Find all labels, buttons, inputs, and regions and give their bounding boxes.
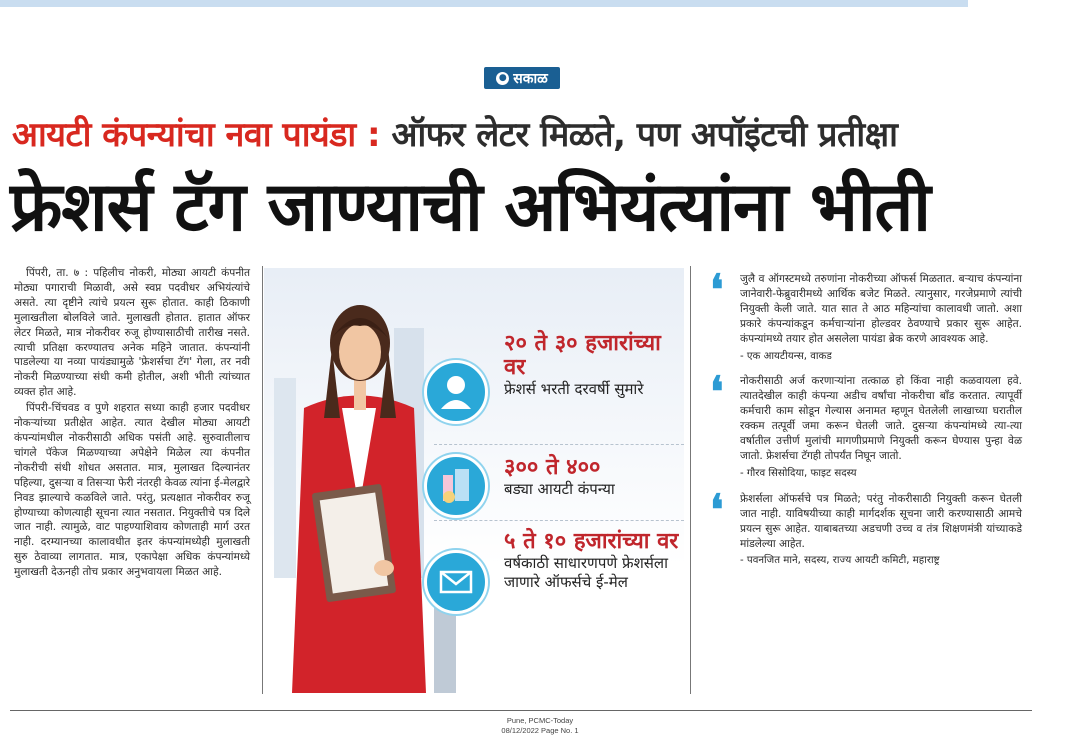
logo-text: सकाळ bbox=[513, 70, 548, 87]
footer-date-page: 08/12/2022 Page No. 1 bbox=[501, 726, 579, 735]
stat-value: ३०० ते ४०० bbox=[504, 455, 601, 480]
quote-attribution: - गौरव सिसोदिया, फाइट सदस्य bbox=[740, 467, 857, 479]
top-strip bbox=[0, 0, 968, 7]
quote-text: जुलै व ऑगस्टमध्ये तरुणांना नोकरीच्या ऑफर्स मिळतात. बऱ्याच कंपन्यांना जानेवारी-फेब्रुवारीमध्ये आर्थिक बजेट मिळते. त्यानुसार, गरजेप्रमाणे त्यांची नियुक्ती केली जाते. यात सात ते आठ महिन्यांचा कालावधी जातो. अशा प्रकारे कंपन्यांकडून कर्मचाऱ्यांना होल्डवर ठेवण्याचे प्रकार सुरू आहेत. कंपन्यांमध्ये तयार होत असलेला पायंडा ब्रेक करणे आवश्यक आहे. bbox=[740, 273, 1022, 345]
masthead-logo bbox=[484, 67, 560, 89]
stat-companies bbox=[504, 456, 684, 499]
quote-mark-icon: ❛ bbox=[710, 484, 724, 534]
kicker-text: ऑफर लेटर मिळते, पण अपॉइंटची प्रतीक्षा bbox=[391, 115, 898, 155]
body-paragraph: पिंपरी, ता. ७ : पहिलीच नोकरी, मोठ्या आयटी कंपनीत मोठ्या पगाराची मिळावी, असे स्वप्न पदवीधर अभियंत्यांचे असते. त्या दृष्टीने त्यांचे प्रयत्न सुरू होतात. काही ठिकाणी मुलाखतीला बोलविले जाते. मुलाखती होतात. हातात ऑफर लेटर मिळते, मात्र नोकरीवर रुजू होण्यासाठीची तारीख नसते. त्याची प्रतिक्षा करण्यातच अनेक महिने जातात. कंपन्यांनी पाडलेल्या या नव्या पायंड्यामुळे 'फ्रेशर्सचा टॅग' गेला, तर नवी नोकरी मिळण्याच्या संधी कमी होतील, अशी भीती त्यांच्यात व्यक्त होत आहे. bbox=[14, 267, 250, 399]
quote-text: नोकरीसाठी अर्ज करणाऱ्यांना तत्काळ हो किंवा नाही कळवायला हवे. त्यातदेखील काही कंपन्या अडीच वर्षांचा नोकरीचा बाँड करतात. त्यापूर्वी कर्मचारी काम सोडून गेल्यास अनामत म्हणून घेतलेली लाखाच्या घरातील रक्कम तत्पूर्वी जमा करून घेतली जाते. दुसऱ्या कंपन्यांमध्ये त्या-त्या वर्षातील उत्तीर्ण मुलांची मागणीप्रमाणे नियुक्ती करून घेण्यास पुन्हा वेळ जातो. फ्रेशर्सचा टॅगही तोपर्यंत निघून जातो. bbox=[740, 375, 1022, 462]
stat-label: बड्या आयटी कंपन्या bbox=[504, 480, 615, 498]
logo-mark-icon: ● bbox=[496, 72, 509, 85]
quote-block bbox=[710, 265, 1022, 364]
stat-value: २० ते ३० हजारांच्या वर bbox=[504, 331, 661, 380]
footer-edition: Pune, PCMC-Today bbox=[506, 716, 574, 725]
footer-rule bbox=[10, 710, 1032, 711]
stat-label: वर्षकाठी साधारणपणे फ्रेशर्सला जाणारे ऑफर्सचे ई-मेल bbox=[504, 554, 668, 591]
stat-value: ५ ते १० हजारांच्या वर bbox=[504, 529, 679, 554]
building-icon bbox=[424, 454, 488, 518]
infographic bbox=[264, 268, 684, 693]
mail-icon bbox=[424, 550, 488, 614]
stat-emails bbox=[504, 530, 684, 592]
headline: फ्रेशर्स टॅग जाण्याची अभियंत्यांना भीती bbox=[10, 168, 930, 247]
column-rule bbox=[690, 266, 691, 694]
quote-mark-icon: ❛ bbox=[710, 367, 724, 417]
quote-text: फ्रेशर्सला ऑफर्सचे पत्र मिळते; परंतु नोकरीसाठी नियुक्ती करून घेतली जात नाही. याविषयीच्या काही मार्गदर्शक सूचना जारी करण्यासाठी आमचे प्रयत्न सुरू आहेत. याबाबतच्या अडचणी उच्च व तंत्र शिक्षणमंत्री यांच्याकडे मांडलेल्या आहेत. bbox=[740, 492, 1022, 550]
quote-block bbox=[710, 367, 1022, 481]
article-body-left bbox=[14, 266, 250, 580]
kicker bbox=[12, 110, 1052, 156]
quote-mark-icon: ❛ bbox=[710, 265, 724, 314]
stat-divider bbox=[434, 520, 684, 521]
quote-block bbox=[710, 484, 1022, 570]
stat-label: फ्रेशर्स भरती दरवर्षी सुमारे bbox=[504, 380, 644, 398]
stat-freshers bbox=[504, 332, 684, 399]
kicker-highlight: आयटी कंपन्यांचा नवा पायंडा : bbox=[12, 115, 381, 155]
quote-attribution: - एक आयटीयन्स, वाकड bbox=[740, 350, 832, 362]
person-icon bbox=[424, 360, 488, 424]
column-rule bbox=[262, 266, 263, 694]
quote-attribution: - पवनजित माने, सदस्य, राज्य आयटी कमिटी, महाराष्ट्र bbox=[740, 555, 940, 567]
body-paragraph: पिंपरी-चिंचवड व पुणे शहरात सध्या काही हजार पदवीधर नोकऱ्यांच्या प्रतीक्षेत आहेत. त्यात देखील मोठ्या आयटी कंपन्यांमधील नोकरीसाठी अधिक पसंती आहे. सुरुवातीलाच चांगले पॅकेज मिळण्याच्या अपेक्षेने मिळेल त्या कंपनीत नोकरीची संधी शोधत असतात. मात्र, मुलाखत दिल्यानंतर पहिल्या, दुसऱ्या व तिसऱ्या फेरी नंतरही केवळ त्यांना ई-मेलद्वारे निवड झाल्याचे कळविले जाते. परंतु, प्रत्यक्षात नोकरीवर रुजू होण्याच्या कोणत्याही सूचना त्यात नसतात. नियुक्तीचे पत्र दिले जात नाही. त्यामुळे, वाट पाहण्याशिवाय कोणताही मार्ग उरत नाही. दरम्यानच्या कालावधीत इतर कंपन्यांमध्येही मुलाखती सुरु ठेवाव्या लागतात. मात्र, एकापेक्षा अधिक कंपन्यांमध्ये मुलाखती देऊनही तोच प्रकार अनुभवायला मिळत आहे. bbox=[14, 402, 250, 579]
stat-divider bbox=[434, 444, 684, 445]
quotes-column bbox=[710, 265, 1022, 579]
